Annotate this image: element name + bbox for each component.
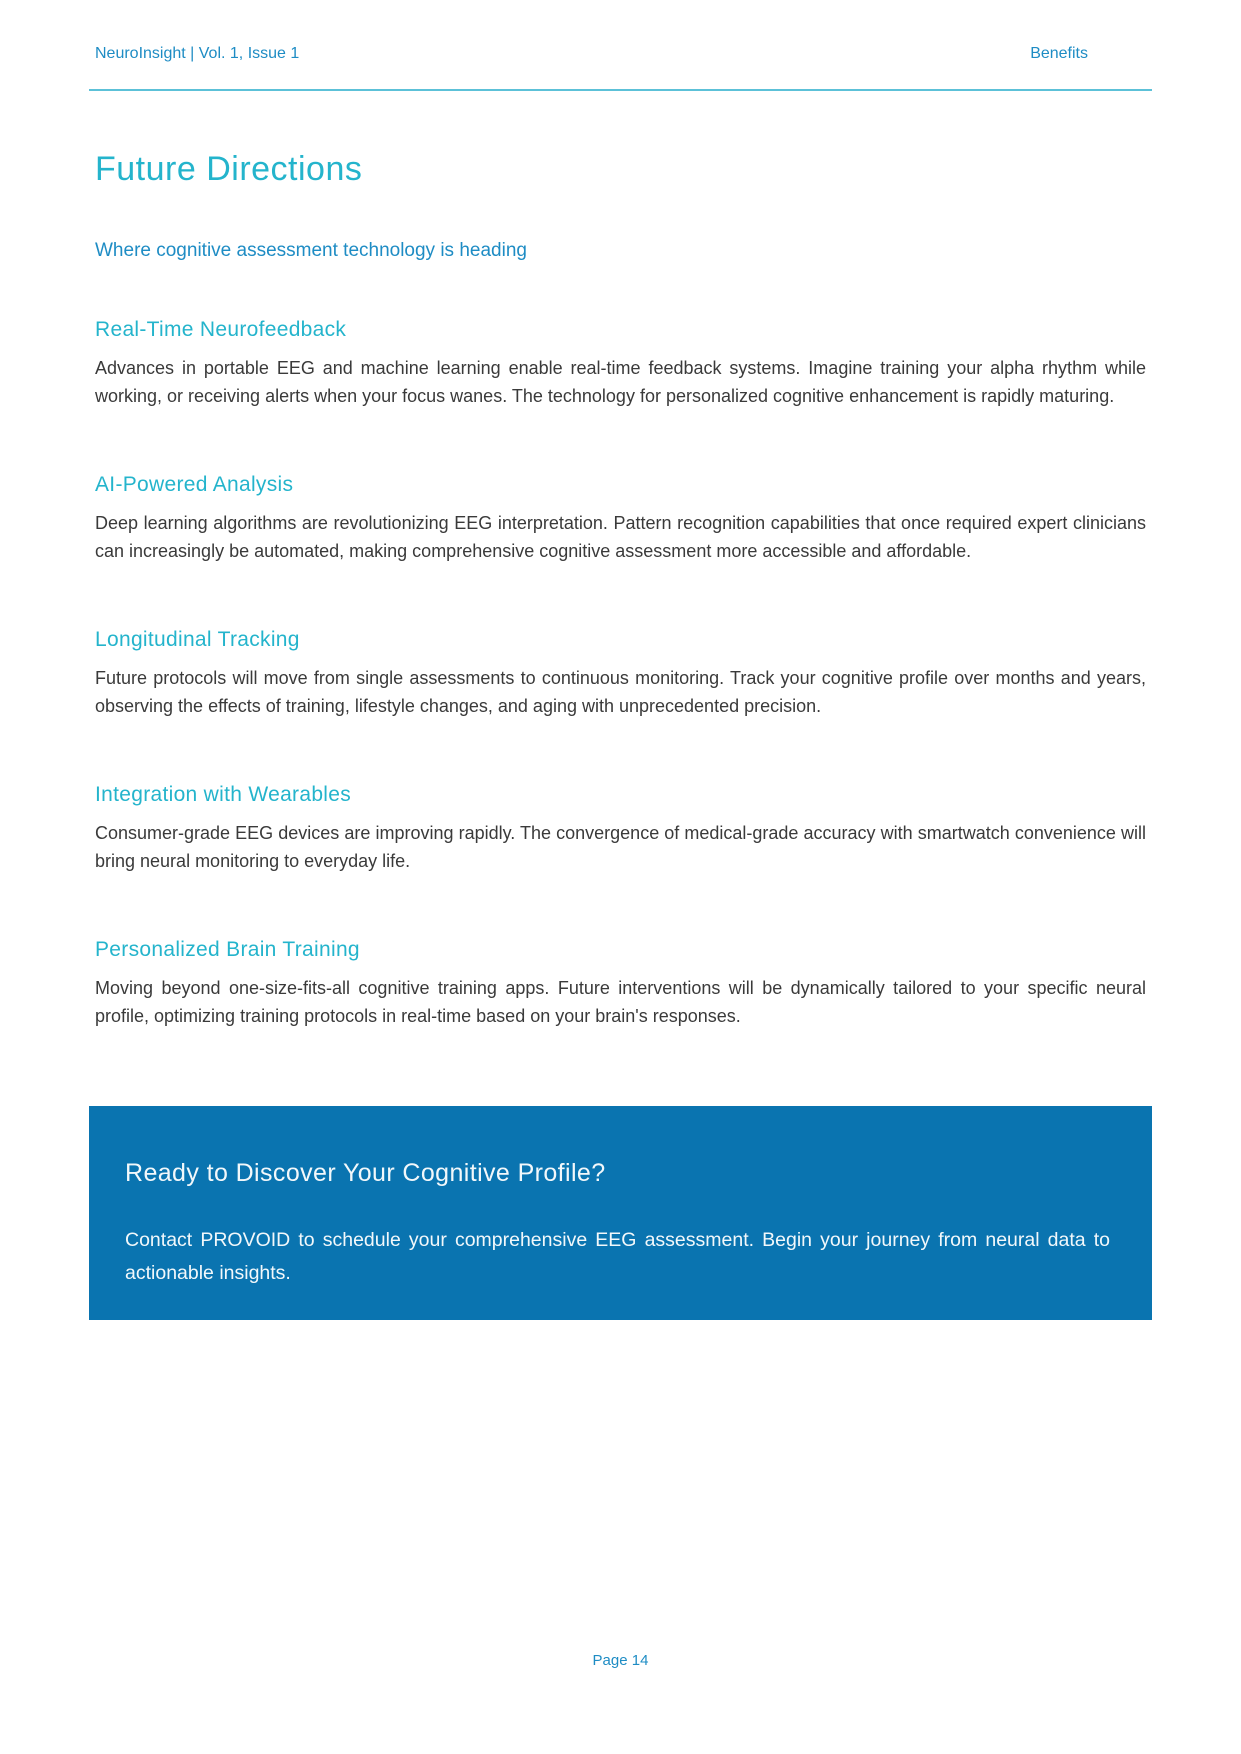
header-chapter-label: Benefits: [1030, 45, 1088, 62]
header-divider: [89, 89, 1152, 91]
section-paragraph: Future protocols will move from single assessments to continuous monitoring. Track your cognitive profile over months and years, observing the effects of training, lifestyle changes, and aging with unprecedented precision.: [95, 668, 1146, 716]
cta-callout-box: [89, 1106, 1152, 1320]
page-footer: [95, 1652, 1146, 1669]
section-paragraph: Advances in portable EEG and machine learning enable real-time feedback systems. Imagine training your alpha rhythm while working, or receiving alerts when your focus wanes. The technology for personalized cognitive enhancement is rapidly maturing.: [95, 358, 1146, 406]
section-longitudinal-tracking: [95, 627, 1146, 720]
section-integration-with-wearables: [95, 782, 1146, 875]
page-subtitle: Where cognitive assessment technology is heading: [95, 240, 527, 261]
page-title: Future Directions: [95, 150, 363, 188]
cta-body-text: Contact PROVOID to schedule your comprehensive EEG assessment. Begin your journey from neural data to actionable insights.: [125, 1229, 1110, 1284]
section-real-time-neurofeedback: [95, 317, 1146, 410]
header-publication-label: NeuroInsight | Vol. 1, Issue 1: [95, 45, 300, 62]
section-heading: AI-Powered Analysis: [95, 473, 294, 496]
section-personalized-brain-training: [95, 937, 1146, 1030]
section-heading: Personalized Brain Training: [95, 938, 360, 961]
section-paragraph: Deep learning algorithms are revolutionizing EEG interpretation. Pattern recognition capabilities that once required expert clinicians can increasingly be automated, making comprehensive cognitive assessment more accessible and affordable.: [95, 513, 1146, 561]
section-heading: Real-Time Neurofeedback: [95, 318, 347, 341]
section-heading: Integration with Wearables: [95, 783, 352, 806]
section-paragraph: Consumer-grade EEG devices are improving rapidly. The convergence of medical-grade accuracy with smartwatch convenience will bring neural monitoring to everyday life.: [95, 823, 1146, 871]
page-header: [95, 0, 1146, 63]
section-heading: Longitudinal Tracking: [95, 628, 300, 651]
section-paragraph: Moving beyond one-size-fits-all cognitive training apps. Future interventions will be dynamically tailored to your specific neural profile, optimizing training protocols in real-time based on your brain's responses.: [95, 978, 1146, 1026]
page-number-label: Page 14: [592, 1652, 649, 1669]
cta-heading: Ready to Discover Your Cognitive Profile?: [125, 1159, 606, 1187]
section-ai-powered-analysis: [95, 472, 1146, 565]
